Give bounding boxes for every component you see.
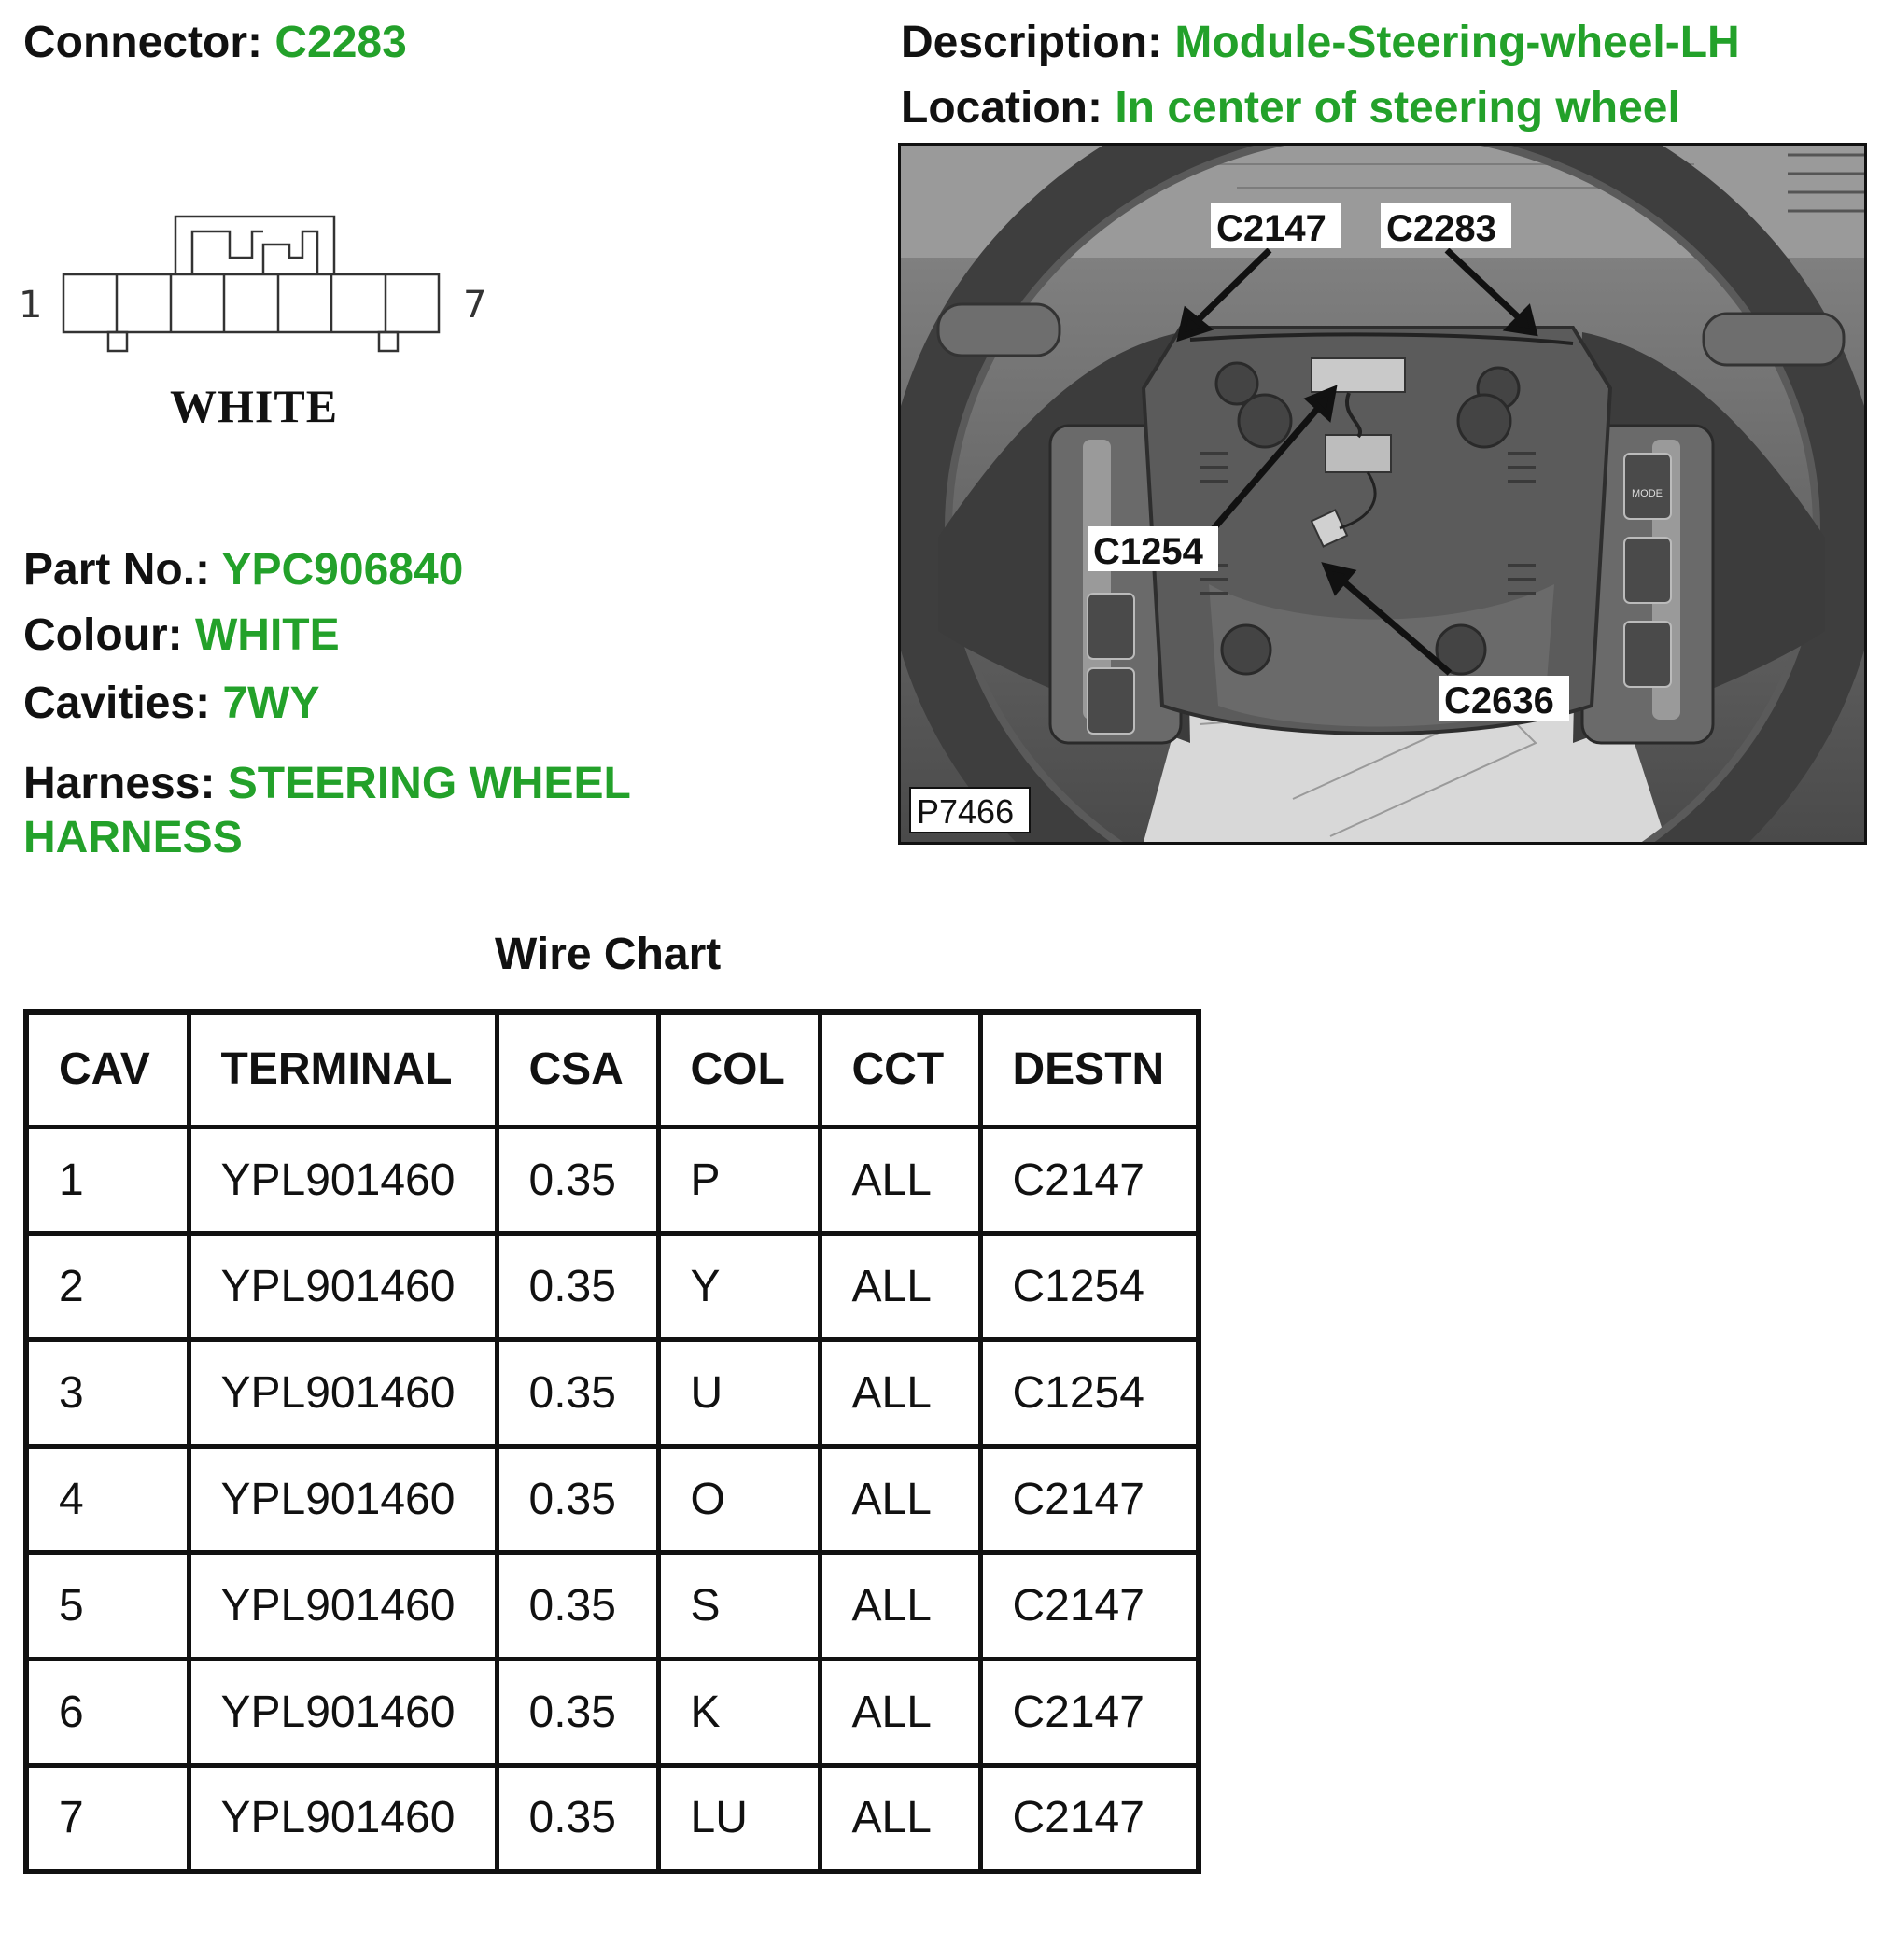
callout-c2636: C2636: [1444, 680, 1554, 721]
cell-col: U: [658, 1339, 820, 1446]
connector-face-diagram: [19, 205, 504, 448]
header-cct: CCT: [820, 1012, 980, 1127]
cavities-field: [23, 681, 319, 726]
cell-csa: 0.35: [497, 1659, 658, 1765]
cell-cct: ALL: [820, 1446, 980, 1552]
part-no-label: Part No.:: [23, 545, 211, 595]
cell-col: Y: [658, 1233, 820, 1339]
cell-csa: 0.35: [497, 1233, 658, 1339]
connector-label: Connector:: [23, 18, 262, 67]
cell-cav: 1: [26, 1127, 189, 1233]
harness-label: Harness:: [23, 759, 216, 808]
part-no-value: YPC906840: [221, 545, 464, 595]
colour-field: [23, 610, 340, 660]
cell-terminal: YPL901460: [189, 1339, 497, 1446]
cell-terminal: YPL901460: [189, 1765, 497, 1871]
location-photo: [898, 143, 1867, 845]
cell-cct: ALL: [820, 1233, 980, 1339]
cell-cct: ALL: [820, 1127, 980, 1233]
cell-cav: 5: [26, 1552, 189, 1659]
cell-cct: ALL: [820, 1339, 980, 1446]
cell-destn: C2147: [980, 1659, 1199, 1765]
table-row: [26, 1339, 1199, 1446]
cell-cct: ALL: [820, 1552, 980, 1659]
cell-destn: C2147: [980, 1552, 1199, 1659]
table-row: [26, 1233, 1199, 1339]
cavities-label: Cavities:: [23, 679, 211, 728]
table-row: [26, 1765, 1199, 1871]
cell-terminal: YPL901460: [189, 1233, 497, 1339]
part-no-field: [23, 545, 464, 595]
cell-terminal: YPL901460: [189, 1552, 497, 1659]
table-row: [26, 1446, 1199, 1552]
harness-value-line1: STEERING WHEEL: [227, 759, 631, 808]
description-label: Description:: [901, 18, 1163, 67]
cell-destn: C2147: [980, 1765, 1199, 1871]
wire-chart-table: [23, 1009, 1201, 1874]
cell-cct: ALL: [820, 1765, 980, 1871]
harness-value-line2: HARNESS: [23, 813, 243, 862]
cell-terminal: YPL901460: [189, 1659, 497, 1765]
header-cav: CAV: [26, 1012, 189, 1127]
table-row: [26, 1659, 1199, 1765]
callout-c2283: C2283: [1386, 208, 1496, 249]
connector-field: [23, 18, 407, 67]
wire-chart-header-row: [26, 1012, 1199, 1127]
cell-destn: C1254: [980, 1233, 1199, 1339]
colour-label: Colour:: [23, 610, 183, 660]
cell-col: P: [658, 1127, 820, 1233]
location-value: In center of steering wheel: [1115, 83, 1680, 133]
cell-cct: ALL: [820, 1659, 980, 1765]
cell-cav: 6: [26, 1659, 189, 1765]
pin-1-label: 1: [19, 284, 43, 327]
cavities-value: 7WY: [222, 679, 320, 728]
cell-cav: 7: [26, 1765, 189, 1871]
cell-terminal: YPL901460: [189, 1446, 497, 1552]
description-value: Module-Steering-wheel-LH: [1174, 18, 1740, 67]
colour-value: WHITE: [194, 610, 340, 660]
cell-destn: C2147: [980, 1127, 1199, 1233]
wire-chart-title: Wire Chart: [495, 930, 722, 979]
header-destn: DESTN: [980, 1012, 1199, 1127]
cell-col: LU: [658, 1765, 820, 1871]
callout-c2147: C2147: [1216, 208, 1326, 249]
cell-csa: 0.35: [497, 1765, 658, 1871]
description-field: [901, 18, 1740, 67]
cell-cav: 3: [26, 1339, 189, 1446]
cell-terminal: YPL901460: [189, 1127, 497, 1233]
harness-field: [23, 759, 631, 808]
cell-destn: C1254: [980, 1339, 1199, 1446]
cell-cav: 2: [26, 1233, 189, 1339]
pin-7-label: 7: [463, 284, 487, 327]
mode-button-text: MODE: [1632, 488, 1663, 499]
location-label: Location:: [901, 83, 1102, 133]
callout-c1254: C1254: [1093, 531, 1203, 572]
cell-csa: 0.35: [497, 1446, 658, 1552]
cell-col: K: [658, 1659, 820, 1765]
header-col: COL: [658, 1012, 820, 1127]
cell-csa: 0.35: [497, 1339, 658, 1446]
connector-colour-text: WHITE: [170, 380, 339, 432]
cell-csa: 0.35: [497, 1127, 658, 1233]
cell-cav: 4: [26, 1446, 189, 1552]
table-row: [26, 1552, 1199, 1659]
location-field: [901, 83, 1680, 133]
connector-value: C2283: [274, 18, 407, 67]
header-csa: CSA: [497, 1012, 658, 1127]
photo-ref-label: P7466: [917, 792, 1015, 831]
cell-col: S: [658, 1552, 820, 1659]
table-row: [26, 1127, 1199, 1233]
cell-csa: 0.35: [497, 1552, 658, 1659]
harness-field-line2: [23, 813, 243, 862]
cell-col: O: [658, 1446, 820, 1552]
header-terminal: TERMINAL: [189, 1012, 497, 1127]
cell-destn: C2147: [980, 1446, 1199, 1552]
